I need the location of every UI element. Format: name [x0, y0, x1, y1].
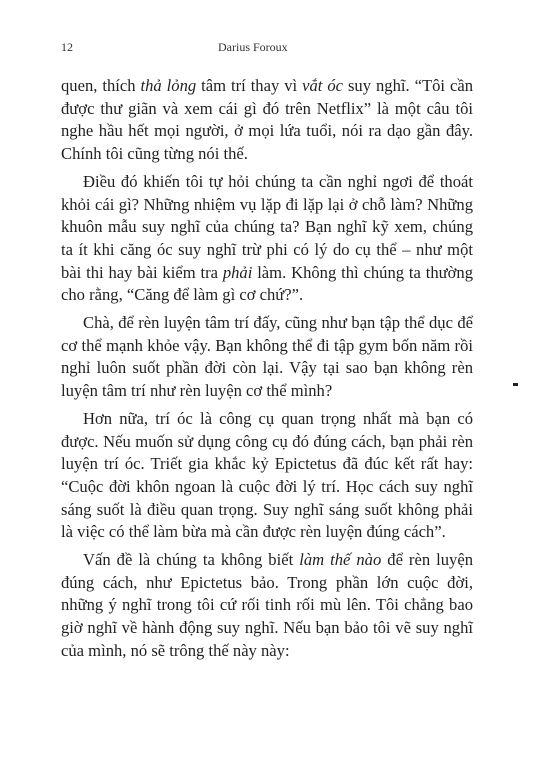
text-run: quen, thích [61, 76, 141, 95]
paragraph [61, 549, 473, 663]
italic-text: phải [222, 262, 253, 282]
text-run: tâm trí thay vì [196, 76, 303, 95]
text-run: Vấn đề là chúng ta không biết [83, 550, 300, 570]
italic-text: vắt óc [302, 76, 344, 95]
paragraph [61, 408, 473, 544]
text-run: để rèn luyện đúng cách, như Epictetus bảo. Trong phần lớn cuộc đời, những ý nghĩ trong tôi cứ rối tinh rối mù lên. Tôi chẳng bao giờ nghĩ về hành động suy nghĩ. Nếu bạn bảo tôi vẽ suy nghĩ của mình, nó sẽ trông thế này này: [61, 550, 473, 660]
paragraph [61, 312, 473, 403]
italic-text: thả lỏng [140, 76, 197, 95]
body-text [61, 75, 473, 668]
running-head-author: Darius Foroux [218, 40, 288, 54]
text-run: Hơn nữa, trí óc là công cụ quan trọng nhất mà bạn có được. Nếu muốn sử dụng công cụ đó đúng cách, bạn phải rèn luyện trí óc. Triết gia khắc kỷ Epictetus đã đúc kết rất hay: “Cuộc đời khôn ngoan là cuộc đời lý trí. Học cách suy nghĩ sáng suốt là điều quan trọng. Suy nghĩ sáng suốt không phải là việc có thể làm bừa mà cần được rèn luyện đúng cách”. [61, 408, 473, 542]
text-run: Chà, để rèn luyện tâm trí đấy, cũng như bạn tập thể dục để cơ thể mạnh khỏe vậy. Bạn không thể đi tập gym bốn năm rồi nghỉ luôn suốt phần đời còn lại. Vậy tại sao bạn không rèn luyện tâm trí như rèn luyện cơ thể mình? [61, 313, 473, 401]
italic-text: làm thế nào [299, 550, 382, 570]
margin-mark [513, 383, 518, 386]
page-header [61, 40, 474, 56]
text-run: Điều đó khiến tôi tự hỏi chúng ta cần nghỉ ngơi để thoát khỏi cái gì? Những nhiệm vụ lặp đi lặp lại ở chỗ làm? Những khuôn mẫu suy nghĩ của chúng ta? Bạn nghĩ kỹ xem, chúng ta ít khi căng óc suy nghĩ trừ phi có lý do cụ thể – như một bài thi hay bài kiểm tra [61, 171, 473, 282]
paragraph [61, 171, 473, 307]
text-run: suy nghĩ. “Tôi cần được thư giãn và xem cái gì đó trên Netflix” là một câu tôi nghe hầu hết mọi người, ở mọi lứa tuổi, nói ra dạo gần đây. Chính tôi cũng từng nói thế. [61, 76, 473, 164]
paragraph [61, 75, 473, 166]
page-number: 12 [61, 40, 73, 54]
text-run: làm. Không thì chúng ta thường cho rằng, “Căng để làm gì cơ chứ?”. [61, 262, 473, 305]
